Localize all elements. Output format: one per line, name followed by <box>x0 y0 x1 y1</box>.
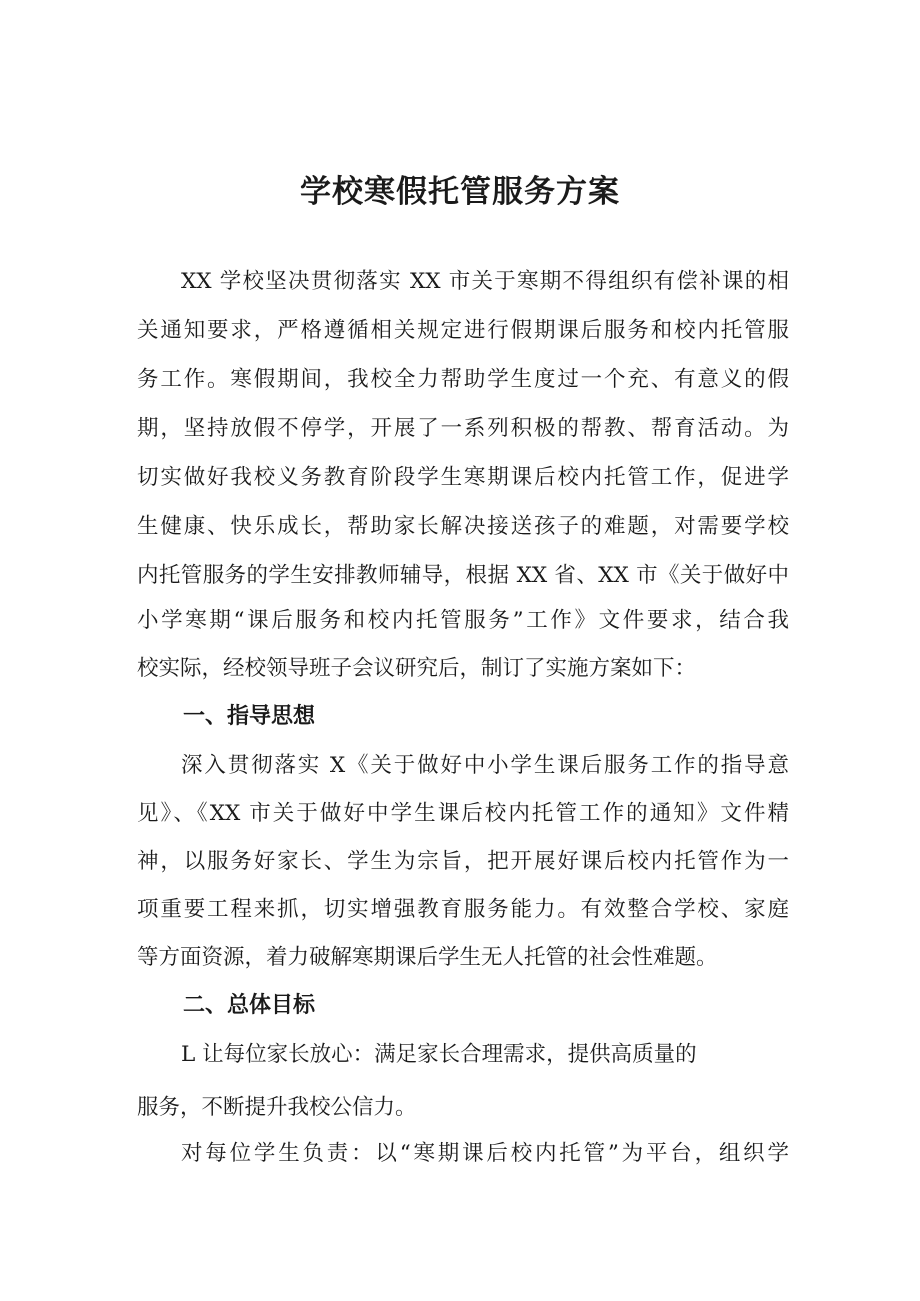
intro-line: 切实做好我校义务教育阶段学生寒期课后校内托管工作，促进学 <box>137 465 789 490</box>
document-title: 学校寒假托管服务方案 <box>300 174 620 210</box>
section-heading-guiding-ideology: 一、指导思想 <box>183 704 316 729</box>
section1-line: 见》、《XX 市关于做好中学生课后校内托管工作的通知》文件精 <box>137 801 789 826</box>
intro-line: 校实际，经校领导班子会议研究后，制订了实施方案如下： <box>137 656 697 681</box>
intro-line: 生健康、快乐成长，帮助家长解决接送孩子的难题，对需要学校 <box>137 514 789 539</box>
section2-line: L 让每位家长放心：满足家长合理需求，提供高质量的 <box>181 1042 697 1067</box>
intro-line: XX 学校坚决贯彻落实 XX 市关于寒期不得组织有偿补课的相 <box>181 269 789 294</box>
section1-line: 深入贯彻落实 X《关于做好中小学生课后服务工作的指导意 <box>181 753 789 778</box>
intro-line: 内托管服务的学生安排教师辅导，根据 XX 省、XX 市《关于做好中 <box>137 563 789 588</box>
section2-line: 服务，不断提升我校公信力。 <box>137 1095 417 1120</box>
section2-line: 对每位学生负责：以“寒期课后校内托管”为平台，组织学 <box>181 1141 789 1166</box>
intro-line: 小学寒期“课后服务和校内托管服务”工作》文件要求，结合我 <box>137 608 789 633</box>
section1-line: 神，以服务好家长、学生为宗旨，把开展好课后校内托管作为一 <box>137 849 789 874</box>
section1-line: 项重要工程来抓，切实增强教育服务能力。有效整合学校、家庭 <box>137 897 789 922</box>
section1-line: 等方面资源，着力破解寒期课后学生无人托管的社会性难题。 <box>137 945 718 970</box>
intro-line: 务工作。寒假期间，我校全力帮助学生度过一个充、有意义的假 <box>137 367 789 392</box>
intro-line: 关通知要求，严格遵循相关规定进行假期课后服务和校内托管服 <box>137 318 789 343</box>
intro-line: 期，坚持放假不停学，开展了一系列积极的帮教、帮育活动。为 <box>137 416 789 441</box>
section-heading-overall-goals: 二、总体目标 <box>183 993 316 1018</box>
